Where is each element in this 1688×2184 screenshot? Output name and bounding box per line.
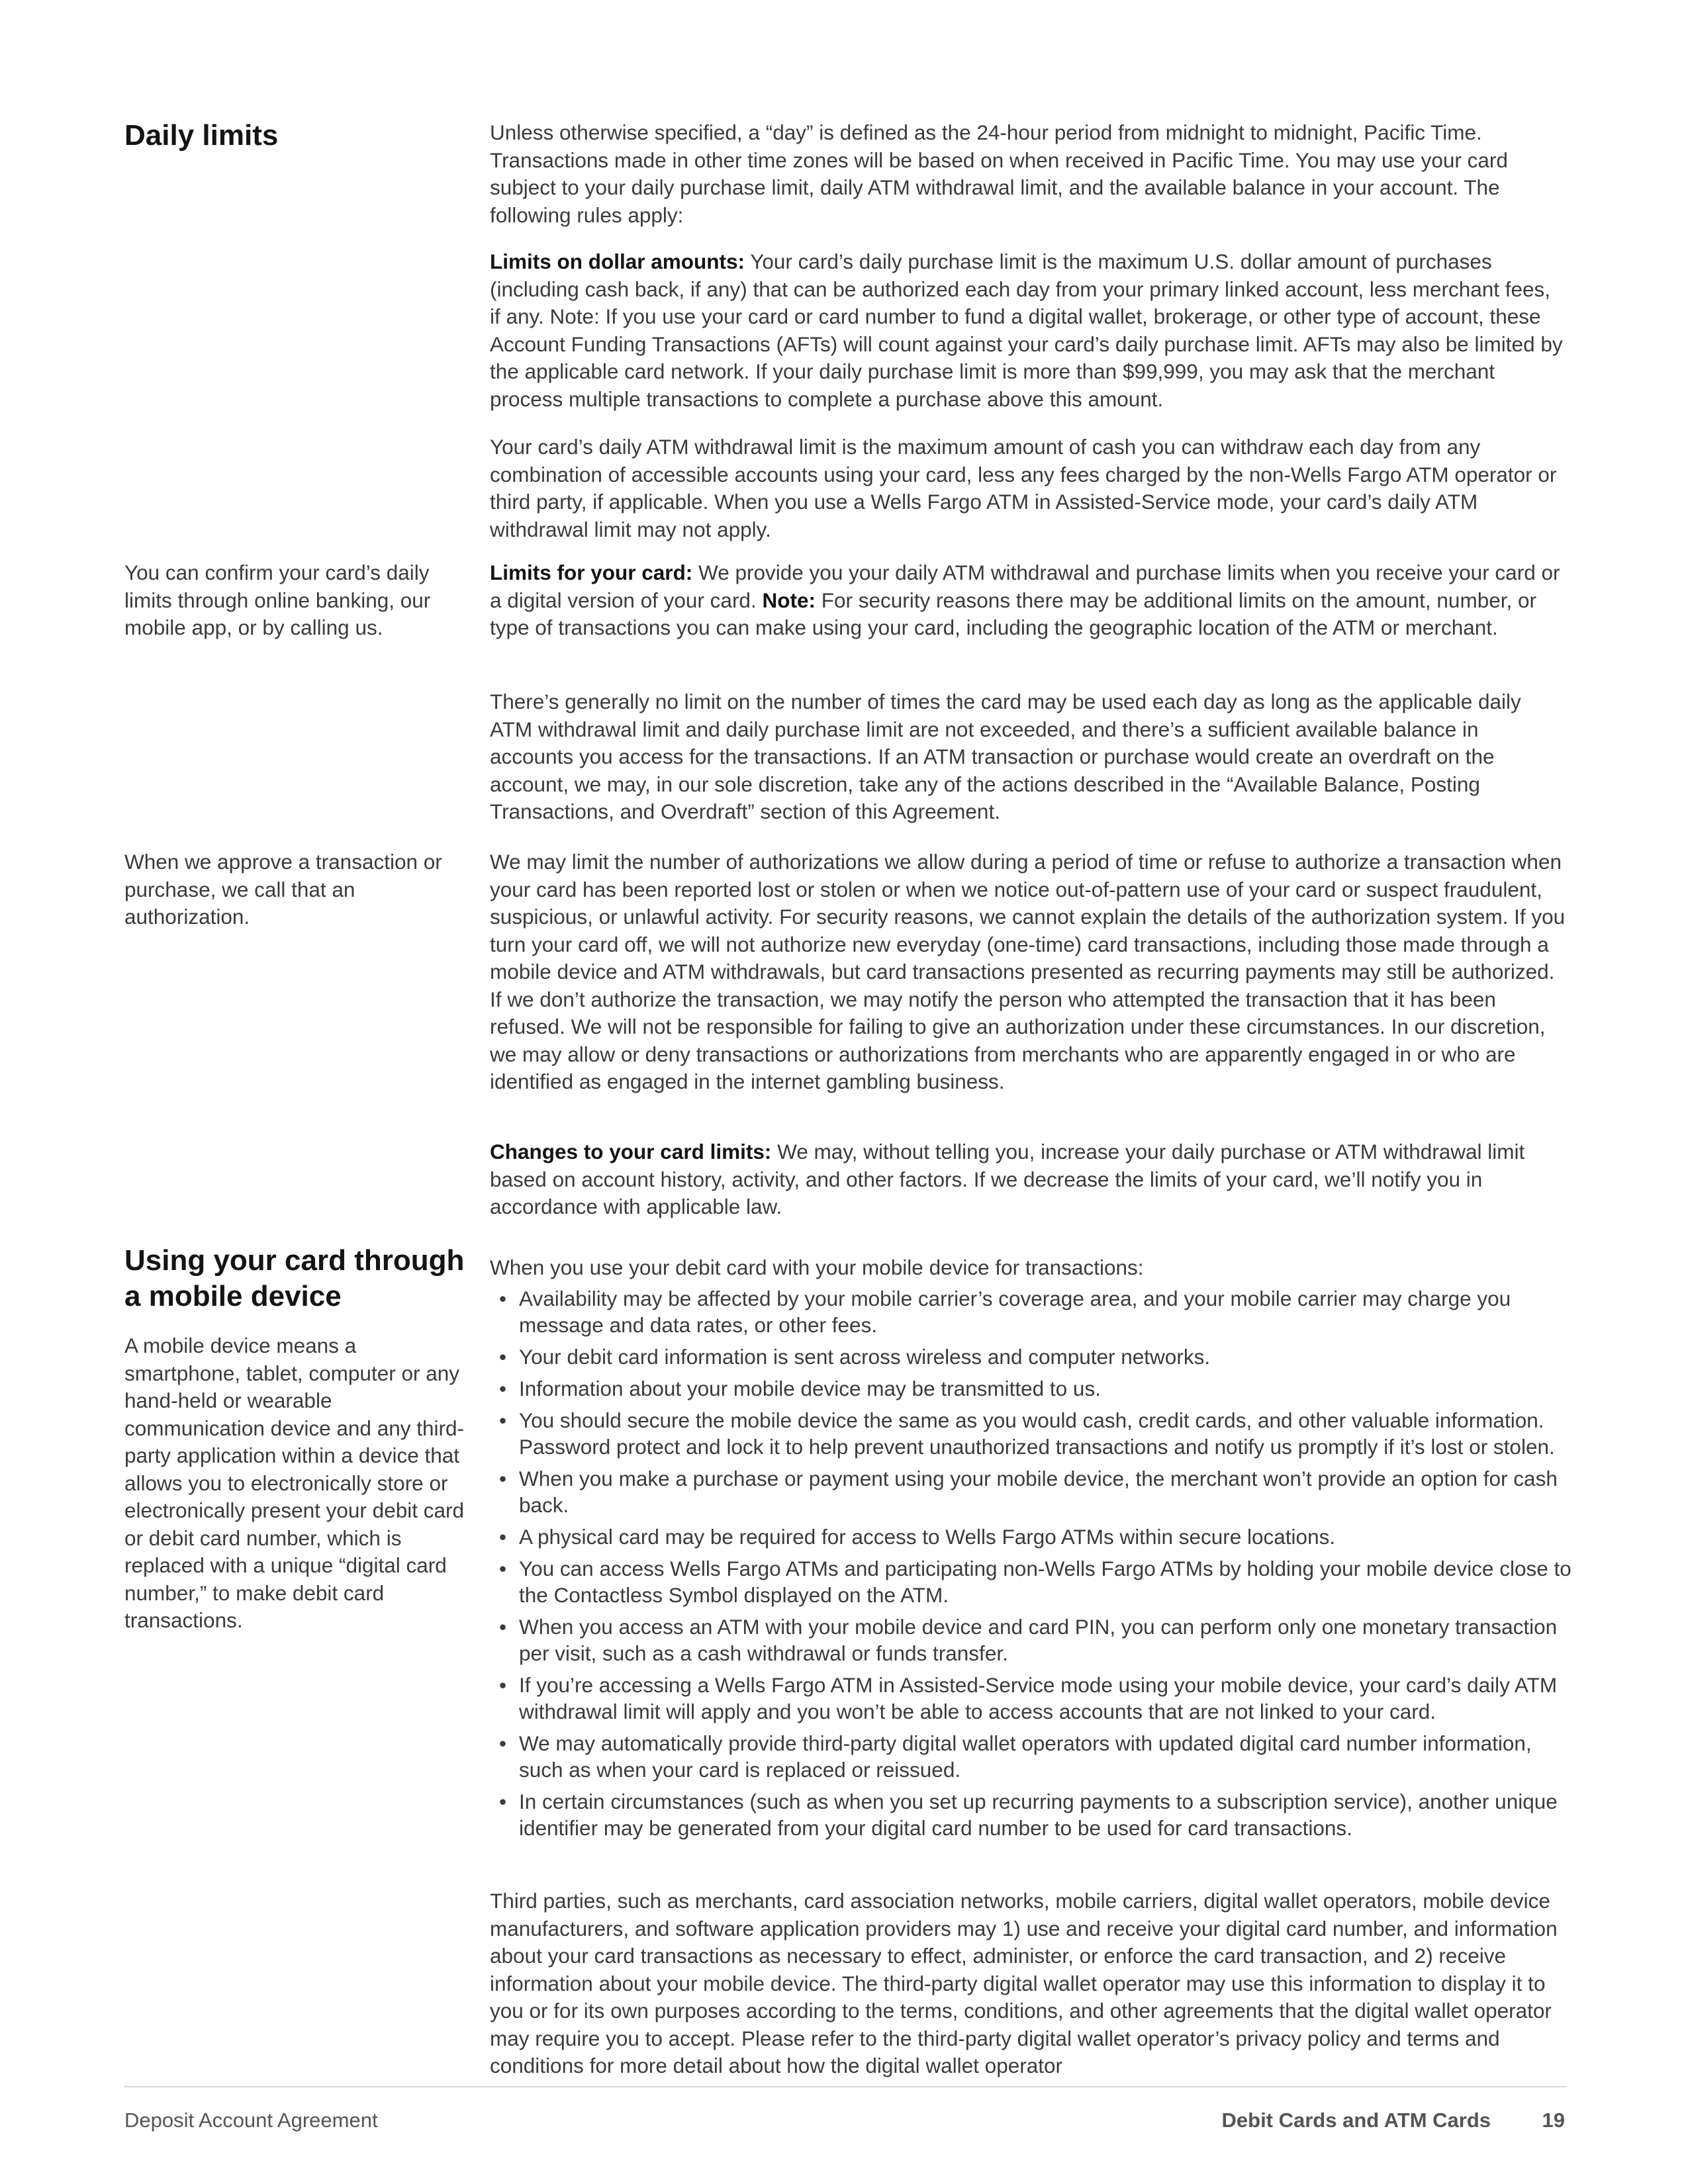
section-heading-daily-limits: Daily limits (124, 119, 279, 152)
bullet-icon: • (499, 1287, 507, 1310)
limits-for-your-card-note-text: For security reasons there may be additional limits on the amount, number, or type of transactions you can make using your card, including the geographic location of the ATM or merchant. (490, 588, 1536, 639)
list-item: • When you access an ATM with your mobile device and card PIN, you can perform only one monetary transaction per visit, such as a cash withdrawal or funds transfer. (499, 1615, 1558, 1665)
list-item: • When you make a purchase or payment using your mobile device, the merchant won’t provide an option for cash back. (499, 1467, 1558, 1517)
mobile-device-definition-sidebar: A mobile device means a smartphone, tablet, computer or any hand-held or wearable communication device and any third-party application within a device that allows you to electronically store or electronically present your debit card or debit card number, which is replaced with a unique “digital card number,” to make debit card transactions. (124, 1334, 465, 1632)
section-heading-mobile-device: Using your card through a mobile device (124, 1244, 465, 1312)
authorizations-paragraph: We may limit the number of authorizations we allow during a period of time or refuse to authorize a transaction when your card has been reported lost or stolen or when we notice out-of-pattern use of your card or suspect fraudulent, suspicious, or unlawful activity. For security reasons, we cannot explain the details of the authorization system. If you turn your card off, we will not authorize new everyday (one-time) card transactions, including those made through a mobile device and ATM withdrawals, but card transactions presented as recurring payments may still be authorized. If we don’t authorize the transaction, we may notify the person who attempted the transaction that it has been refused. We will not be responsible for failing to give an authorization under these circumstances. In our discretion, we may allow or deny transactions or authorizations from merchants who are apparently engaged in or who are identified as engaged in the internet gambling business. (490, 850, 1566, 1093)
footer-document-title: Deposit Account Agreement (124, 2109, 378, 2132)
atm-withdrawal-limit-paragraph: Your card’s daily ATM withdrawal limit is the maximum amount of cash you can withdraw each day from any combination of accessible accounts using your card, less any fees charged by the non-Wells Fargo ATM operator or third party, if applicable. When you use a Wells Fargo ATM in Assisted-Service mode, your card’s daily ATM withdrawal limit may not apply. (490, 435, 1557, 541)
bullet-icon: • (499, 1467, 507, 1490)
list-item: • In certain circumstances (such as when you set up recurring payments to a subscription service), another unique identifier may be generated from your digital card number to be used for card transactions. (499, 1790, 1558, 1840)
bullet-icon: • (499, 1377, 507, 1400)
list-item: • You can access Wells Fargo ATMs and participating non-Wells Fargo ATMs by holding your mobile device close to the Contactless Symbol displayed on the ATM. (499, 1557, 1571, 1607)
bullet-icon: • (499, 1408, 507, 1432)
limits-on-dollar-amounts-label: Limits on dollar amounts: (490, 250, 745, 273)
changes-to-card-limits-label: Changes to your card limits: (490, 1140, 772, 1163)
footer-section-title: Debit Cards and ATM Cards (1221, 2109, 1491, 2132)
changes-to-card-limits-text: We may, without telling you, increase your daily purchase or ATM withdrawal limit based on account history, activity, and other factors. If we decrease the limits of your card, we’ll notify you in accordance with applicable law. (490, 1140, 1525, 1218)
list-item: • You should secure the mobile device the same as you would cash, credit cards, and other valuable information. Password protect and lock it to help prevent unauthorized transactions and notify us promptly if it’s lost or stolen. (499, 1408, 1555, 1459)
list-item: • If you’re accessing a Wells Fargo ATM in Assisted-Service mode using your mobile device, your card’s daily ATM withdrawal limit will apply and you won’t be able to access accounts that are not linked to your card. (499, 1673, 1558, 1723)
daily-limits-intro-paragraph: Unless otherwise specified, a “day” is defined as the 24-hour period from midnight to midnight, Pacific Time. Transactions made in other time zones will be based on when received in Pacific Time. You may use your card subject to your daily purchase limit, daily ATM withdrawal limit, and the available balance in your account. The following rules apply: (490, 120, 1508, 227)
confirm-limits-sidebar-note: You can confirm your card’s daily limits through online banking, our mobile app, or by calling us. (124, 561, 431, 639)
third-parties-paragraph: Third parties, such as merchants, card association networks, mobile carriers, digital wallet operators, mobile device manufacturers, and software application providers may 1) use and receive your digital card number, and information about your card transactions as necessary to effect, administer, or enforce the card transaction, and 2) receive information about your mobile device. The third-party digital wallet operator may use this information to display it to you or for its own purposes according to the terms, conditions, and other agreements that the digital wallet operator may require you to accept. Please refer to the third-party digital wallet operator’s privacy policy and terms and conditions for more detail about how the digital wallet operator (490, 1889, 1558, 2077)
bullet-icon: • (499, 1673, 507, 1697)
limits-for-your-card-label: Limits for your card: (490, 561, 693, 584)
footer-page-number: 19 (1542, 2109, 1565, 2132)
note-label: Note: (762, 588, 816, 612)
list-item: • A physical card may be required for access to Wells Fargo ATMs within secure locations. (499, 1525, 1336, 1549)
no-limit-on-uses-paragraph: There’s generally no limit on the number of times the card may be used each day as long as the applicable daily ATM withdrawal limit and daily purchase limit are not exceeded, and there’s a sufficient available balance in accounts you access for the transactions. If an ATM transaction or purchase would create an overdraft on the account, we may, in our sole discretion, take any of the actions described in the “Available Balance, Posting Transactions, and Overdraft” section of this Agreement. (490, 690, 1521, 823)
bullet-icon: • (499, 1525, 507, 1549)
footer-divider (124, 2086, 1566, 2087)
bullet-icon: • (499, 1345, 507, 1369)
authorization-sidebar-note: When we approve a transaction or purchase, we call that an authorization. (124, 850, 442, 929)
limits-on-dollar-amounts-text: Your card’s daily purchase limit is the maximum U.S. dollar amount of purchases (including cash back, if any) that can be authorized each day from your primary linked account, less merchant fees, if any. Note: If you use your card or card number to fund a digital wallet, brokerage, or other type of account, these Account Funding Transactions (AFTs) will count against your card’s daily purchase limit. AFTs may also be limited by the applicable card network. If your daily purchase limit is more than $99,999, you may ask that the merchant process multiple transactions to complete a purchase above this amount. (490, 250, 1563, 411)
bullet-icon: • (499, 1557, 507, 1580)
list-item: • We may automatically provide third-party digital wallet operators with updated digital card number information, such as when your card is replaced or reissued. (499, 1731, 1532, 1782)
limits-for-your-card-paragraph (490, 559, 1566, 642)
bullet-icon: • (499, 1615, 507, 1639)
limits-for-your-card-text: We provide you your daily ATM withdrawal and purchase limits when you receive your card or a digital version of your card. (490, 561, 1560, 612)
changes-to-card-limits-paragraph (490, 1138, 1566, 1221)
limits-on-dollar-amounts-paragraph (490, 248, 1566, 413)
bullet-icon: • (499, 1731, 507, 1755)
list-item: • Information about your mobile device may be transmitted to us. (499, 1377, 1101, 1400)
list-item: • Availability may be affected by your mobile carrier’s coverage area, and your mobile carrier may charge you message and data rates, or other fees. (499, 1287, 1511, 1337)
mobile-device-bullet-list (490, 1285, 1575, 1846)
list-item: • Your debit card information is sent across wireless and computer networks. (499, 1345, 1211, 1369)
mobile-device-intro: When you use your debit card with your mobile device for transactions: (490, 1255, 1144, 1279)
bullet-icon: • (499, 1790, 507, 1813)
